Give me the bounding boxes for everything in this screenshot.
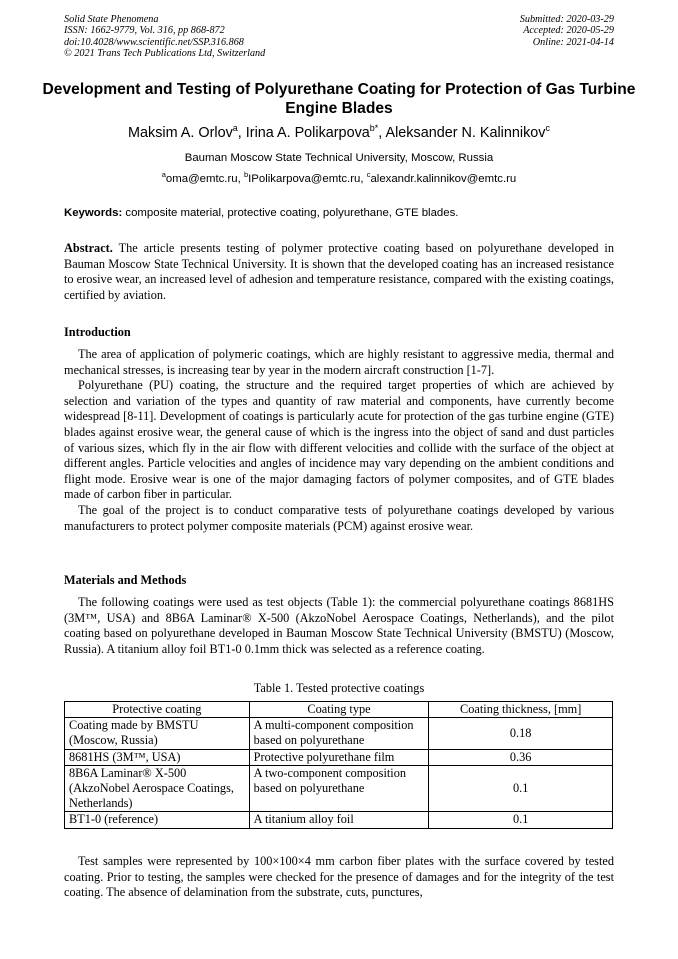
table-cell: 0.1 (429, 765, 613, 812)
table-row (65, 812, 613, 828)
table-cell: 0.18 (429, 718, 613, 749)
methods-heading: Materials and Methods (64, 573, 187, 587)
issn-line: ISSN: 1662-9779, Vol. 316, pp 868-872 (64, 25, 225, 37)
table-cell: Coating made by BMSTU (Moscow, Russia) (65, 718, 250, 749)
affiliation: Bauman Moscow State Technical University, Moscow, Russia (184, 152, 494, 164)
table-cell: BT1-0 (reference) (65, 812, 250, 828)
table-header-row (65, 702, 613, 718)
email-marker: a (161, 170, 166, 180)
table-cell: 8681HS (3M™, USA) (65, 749, 250, 765)
email-marker: c (366, 170, 371, 180)
email-marker: b (243, 170, 249, 180)
journal-name: Solid State Phenomena (64, 14, 159, 25)
table-row (65, 718, 613, 749)
journal-info (64, 14, 265, 60)
table-row (65, 749, 613, 765)
methods-body (64, 595, 614, 657)
abstract-text: The article presents testing of polymer protective coating based on polyurethane developed in Bauman Moscow State Technical University. It is shown that the developed coating has an increased resistance to erosive wear, an increased level of adhesion and temperature resistance, compared with the existing coatings, certified by aviation. (64, 241, 614, 302)
table-caption: Table 1. Tested protective coatings (253, 681, 425, 695)
paper-title: Development and Testing of Polyurethane Coating for Protection of Gas Turbine Engine Blades (42, 81, 636, 117)
email-address[interactable]: IPolikarpova@emtc.ru (248, 173, 361, 185)
abstract-label: Abstract. (64, 241, 113, 255)
submission-dates (520, 14, 614, 48)
abstract (64, 241, 614, 303)
table-cell: Protective polyurethane film (249, 749, 429, 765)
accepted-date: Accepted: 2020-05-29 (523, 25, 614, 37)
author-name: Aleksander N. Kalinnikov (385, 125, 546, 141)
paragraph: Test samples were represented by 100×100×4 mm carbon fiber plates with the surface covered by tested coating. Prior to testing, the samples were checked for the presence of damages and for the integrity of the test coating. The absence of delamination from the substrate, cuts, punctures, (64, 854, 614, 900)
email-list: $^a$oma@emtc.ru, $^b$IPolikarpova@emtc.ru, $^c$alexandr.kalinnikov@emtc.ru (161, 170, 517, 185)
table-cell: A titanium alloy foil (249, 812, 429, 828)
after-table-body (64, 854, 614, 901)
author-list: Maksim A. Orlov$^a$, Irina A. Polikarpova$^{b*}$, Aleksander N. Kalinnikov$^c$ (128, 123, 550, 141)
online-date: Online: 2021-04-14 (532, 36, 614, 48)
author-marker: a (232, 123, 238, 134)
keywords-label: Keywords: (64, 207, 123, 219)
coatings-table (64, 701, 613, 829)
author-name: Maksim A. Orlov (128, 125, 233, 141)
paragraph: Polyurethane (PU) coating, the structure and the required target properties of which are achieved by selection and variation of the types and quantity of raw material and components, have currently become widespread [8-11]. Development of coatings is particularly acute for protection of the gas turbine engine (GTE) blades against erosive wear, the general cause of which is the ingress into the object of sand and dust particles of various sizes, which fly in the air flow with different velocities and collide with the surface of the object at different angles. Particle velocities and angles of incidence may vary depending on the ambient conditions and flight mode. Erosive wear is one of the major damaging factors of polymer composites, and of GTE blades made of carbon fiber in particular. (64, 378, 614, 502)
table-header-cell: Coating type (249, 702, 429, 718)
submitted-date: Submitted: 2020-03-29 (519, 14, 614, 25)
paragraph: The goal of the project is to conduct comparative tests of polyurethane coatings developed by various manufacturers to protect polymer composite materials (PCM) against erosive wear. (64, 502, 614, 533)
copyright-line: © 2021 Trans Tech Publications Ltd, Switzerland (64, 48, 266, 60)
table-cell: A multi-component composition based on polyurethane (249, 718, 429, 749)
table-cell: 0.36 (429, 749, 613, 765)
table-cell: 0.1 (429, 812, 613, 828)
table-header-cell: Protective coating (65, 702, 250, 718)
introduction-heading: Introduction (64, 325, 131, 339)
author-name: Irina A. Polikarpova (245, 125, 370, 141)
author-marker: b* (369, 123, 379, 134)
table-cell: A two-component composition based on polyurethane (249, 765, 429, 812)
email-address[interactable]: alexandr.kalinnikov@emtc.ru (370, 173, 517, 185)
author-marker: c (545, 123, 550, 134)
email-address[interactable]: oma@emtc.ru (165, 173, 238, 185)
doi-line: doi:10.4028/www.scientific.net/SSP.316.868 (64, 36, 244, 48)
table-header-cell: Coating thickness, [mm] (429, 702, 613, 718)
paragraph: The area of application of polymeric coatings, which are highly resistant to aggressive media, thermal and mechanical stresses, is increasing tear by year in the modern aircraft construction [1-7]. (64, 347, 614, 377)
table-cell: 8B6A Laminar® X-500 (AkzoNobel Aerospace Coatings, Netherlands) (65, 765, 250, 812)
keywords-line (64, 206, 614, 220)
introduction-body (64, 347, 614, 534)
keywords-text: composite material, protective coating, polyurethane, GTE blades. (122, 207, 459, 219)
paragraph: The following coatings were used as test objects (Table 1): the commercial polyurethane coatings 8681HS (3M™, USA) and 8B6A Laminar® X-500 (AkzoNobel Aerospace Coatings, Netherlands), and the pilot coating based on polyurethane developed in Bauman Moscow State Technical University (BMSTU) (Moscow, Russia). A titanium alloy foil BT1-0 0.1mm thick was selected as a reference coating. (64, 595, 614, 656)
table-row (65, 765, 613, 812)
